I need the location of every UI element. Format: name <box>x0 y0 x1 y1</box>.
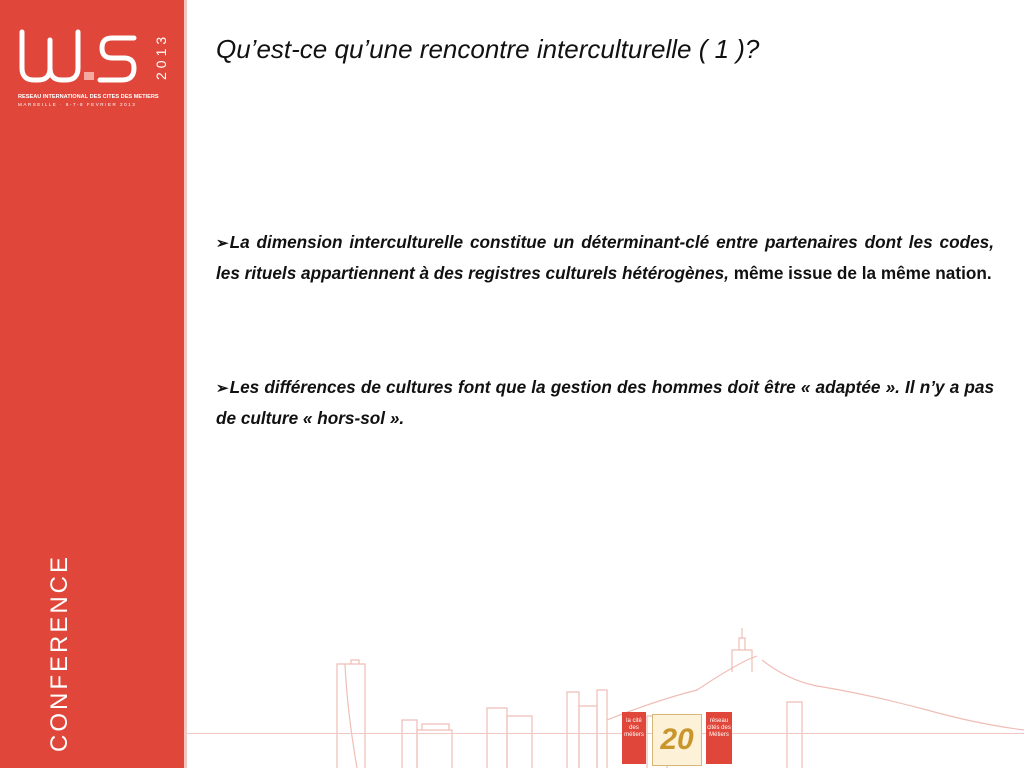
footer-logos <box>622 712 742 768</box>
arrow-bullet-icon: ➢ <box>216 380 229 397</box>
ws-2013-logo <box>16 20 176 120</box>
badge-right-text: réseau cités des Métiers <box>707 718 731 738</box>
bullet-item-2 <box>216 373 994 432</box>
bullet-2-text: Les différences de cultures font que la gestion des hommes doit être « adaptée ». Il n’y a pas de culture « hors-sol ». <box>216 377 994 428</box>
twenty-years-logo: 20 <box>652 714 702 766</box>
conference-label: CONFERENCE <box>46 553 73 752</box>
badge-left-text: la cité des métiers <box>624 718 644 738</box>
bullet-1-text-end: même issue de la même nation. <box>733 262 992 283</box>
bullet-item-1 <box>216 228 994 287</box>
cite-des-metiers-badge <box>622 712 646 764</box>
logo-subtag: MARSEILLE · 6-7-8 FEVRIER 2013 <box>18 102 137 107</box>
bullet-1-text: La dimension interculturelle constitue un déterminant-clé entre partenaires dont les codes, les rituels appartiennent à des registres culturels hétérogènes, <box>216 232 994 283</box>
logo-year: 2013 <box>153 32 169 80</box>
ground-line <box>187 733 1024 734</box>
logo-tagline: RESEAU INTERNATIONAL DES CITES DES METIERS <box>18 94 159 100</box>
marseille-skyline-illustration <box>187 620 1024 768</box>
sidebar <box>0 0 184 768</box>
arrow-bullet-icon: ➢ <box>216 235 229 252</box>
reseau-cites-badge <box>706 712 732 764</box>
slide-title: Qu’est-ce qu’une rencontre interculturelle ( 1 )? <box>216 34 760 64</box>
